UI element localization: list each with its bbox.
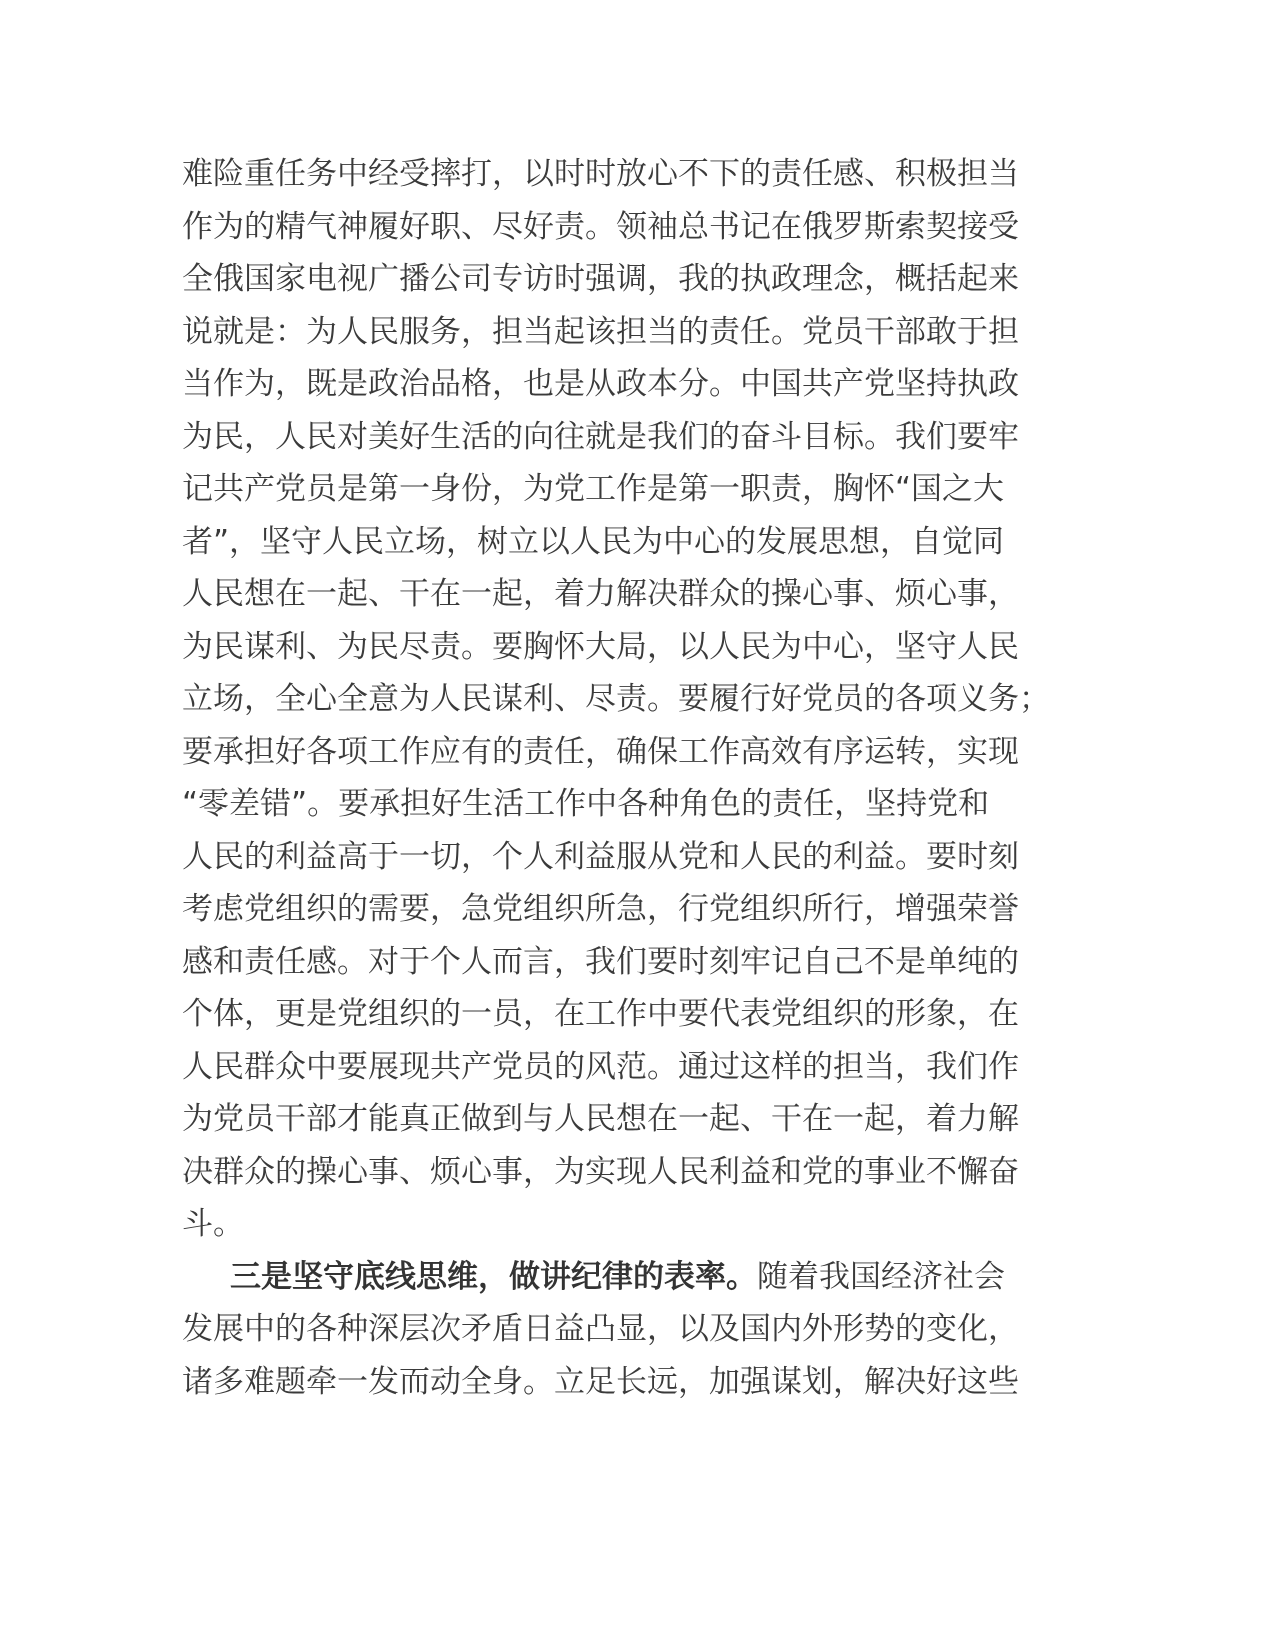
text-line: 难险重任务中经受摔打，以时时放心不下的责任感、积极担当	[182, 156, 1019, 192]
text-line: 发展中的各种深层次矛盾日益凸显，以及国内外形势的变化，	[182, 1311, 1019, 1347]
text-line: 全俄国家电视广播公司专访时强调，我的执政理念，概括起来	[182, 261, 1019, 297]
text-line: 要承担好各项工作应有的责任，确保工作高效有序运转，实现	[182, 733, 1019, 770]
section-heading: 三是坚守底线思维，做讲纪律的表率。	[230, 1258, 757, 1295]
text-line: 当作为，既是政治品格，也是从政本分。中国共产党坚持执政	[182, 366, 1019, 402]
text-line: 诸多难题牵一发而动全身。立足长远，加强谋划，解决好这些	[182, 1363, 1019, 1400]
text-line: 为民，人民对美好生活的向往就是我们的奋斗目标。我们要牢	[182, 418, 1019, 455]
text-line: “零差错”。要承担好生活工作中各种角色的责任，坚持党和	[182, 786, 990, 822]
body-text	[182, 148, 1062, 1408]
text-line: 人民的利益高于一切，个人利益服从党和人民的利益。要时刻	[182, 838, 1019, 875]
text-line: 人民想在一起、干在一起，着力解决群众的操心事、烦心事，	[182, 576, 1019, 612]
text-line: 考虑党组织的需要，急党组织所急，行党组织所行，增强荣誉	[182, 891, 1019, 927]
text-line: 人民群众中要展现共产党员的风范。通过这样的担当，我们作	[182, 1048, 1019, 1085]
text-run: 随着我国经济社会	[757, 1258, 1005, 1295]
text-line: 说就是：为人民服务，担当起该担当的责任。党员干部敢于担	[182, 313, 1019, 350]
text-line: 为党员干部才能真正做到与人民想在一起、干在一起，着力解	[182, 1101, 1019, 1137]
paragraph-2-first-line	[182, 1251, 1062, 1304]
text-line: 感和责任感。对于个人而言，我们要时刻牢记自己不是单纯的	[182, 943, 1019, 980]
text-line: 斗。	[182, 1206, 244, 1242]
text-line: 立场，全心全意为人民谋利、尽责。要履行好党员的各项义务；	[182, 681, 1050, 717]
text-line: 为民谋利、为民尽责。要胸怀大局，以人民为中心，坚守人民	[182, 628, 1019, 665]
text-line: 记共产党员是第一身份，为党工作是第一职责，胸怀“国之大	[182, 471, 1005, 507]
text-line: 作为的精气神履好职、尽好责。领袖总书记在俄罗斯索契接受	[182, 208, 1019, 245]
text-line: 者”，坚守人民立场，树立以人民为中心的发展思想，自觉同	[182, 523, 1005, 560]
text-line: 决群众的操心事、烦心事，为实现人民利益和党的事业不懈奋	[182, 1153, 1019, 1190]
text-line: 个体，更是党组织的一员，在工作中要代表党组织的形象，在	[182, 996, 1019, 1032]
